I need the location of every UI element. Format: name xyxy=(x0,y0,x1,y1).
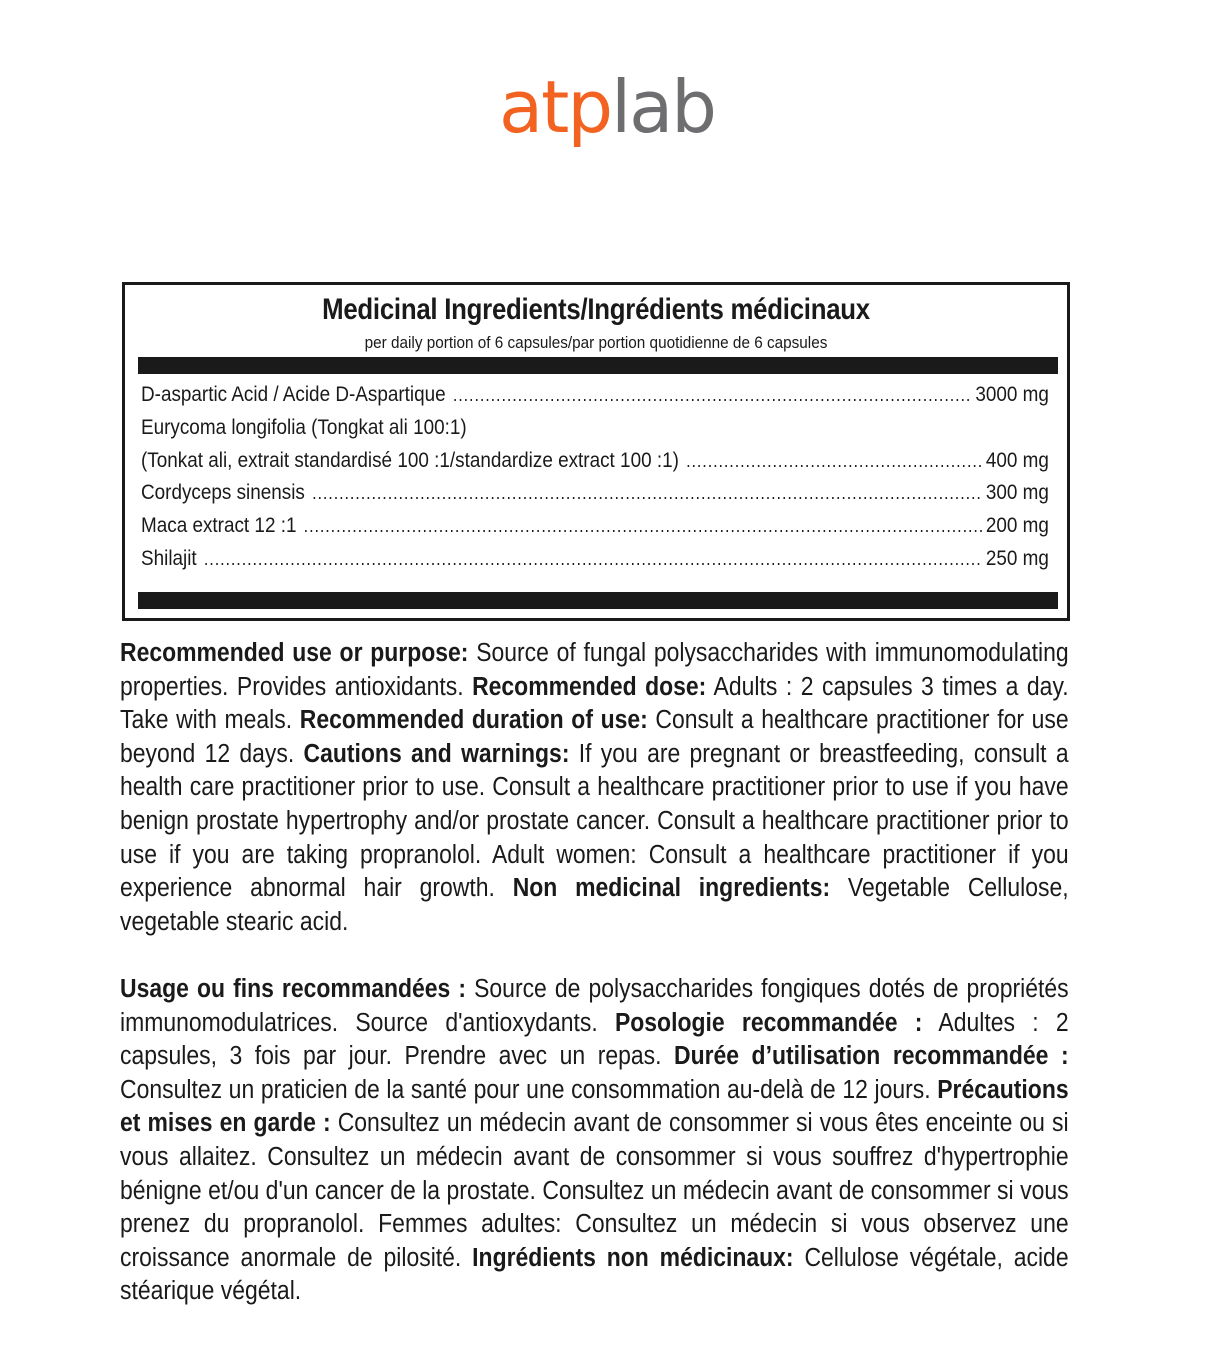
ingredient-row xyxy=(141,481,1049,514)
ingredient-name: Maca extract 12 :1 xyxy=(141,514,297,538)
leader-dots xyxy=(204,549,982,570)
cautions-label: Cautions and warnings: xyxy=(303,739,570,768)
divider-bar-top xyxy=(138,357,1058,374)
leader-dots xyxy=(304,516,983,537)
ingredient-name: (Tonkat ali, extrait standardisé 100 :1/standardize extract 100 :1) xyxy=(141,448,679,472)
nonmed-text-fr: Cellulose végétale, acide stéarique végétal. xyxy=(120,1243,1069,1306)
ingredient-row xyxy=(141,449,1049,482)
dose-label-fr: Posologie recommandée : xyxy=(614,1008,923,1037)
ingredient-amount: 250 mg xyxy=(985,546,1049,570)
use-text-fr: Source de polysaccharides fongiques dotés de propriétés immunomodulatrices. Source d'antioxydants. xyxy=(120,975,1069,1037)
cautions-text: If you are pregnant or breastfeeding, consult a health care practitioner prior to use. Consult a healthcare practitioner prior to use if you have benign prostate hypertrophy and/or prostate cancer. Consult a healthcare practitioner prior to use if you are taking propranolol. Adult women: Consult a healthcare practitioner if you experience abnormal hair growth. xyxy=(120,739,1069,903)
ingredient-name: D-aspartic Acid / Acide D-Aspartique xyxy=(141,383,446,406)
medicinal-ingredients-panel xyxy=(122,282,1070,621)
panel-title: Medicinal Ingredients/Ingrédients médicinaux xyxy=(322,293,870,326)
ingredient-row xyxy=(141,383,1049,416)
duration-label: Recommended duration of use: xyxy=(299,706,648,735)
ingredient-name: Cordyceps sinensis xyxy=(141,481,305,505)
ingredient-amount: 3000 mg xyxy=(975,383,1049,406)
duration-text: Consult a healthcare practitioner for use beyond 12 days. xyxy=(120,706,1069,768)
cautions-text-fr: Consultez un médecin avant de consommer si vous êtes enceinte ou si vous allaitez. Consultez un médecin avant de consommer si vous souffrez d'hypertrophie bénigne et/ou d'un cancer de la prostate. Consultez un médecin avant de consommer si vous prenez du propranolol. Femmes adultes: Consultez un médecin si vous observez une croissance anormale de pilosité. xyxy=(120,1109,1069,1272)
cautions-label-fr: Précautions et mises en garde : xyxy=(120,1075,1069,1138)
nonmed-label-fr: Ingrédients non médicinaux: xyxy=(472,1243,794,1272)
ingredient-row xyxy=(141,416,1049,449)
divider-bar-bottom xyxy=(138,592,1058,609)
english-directions xyxy=(120,637,1069,939)
use-label: Recommended use or purpose: xyxy=(120,639,469,667)
ingredient-row xyxy=(141,514,1049,547)
leader-dots xyxy=(453,385,972,406)
ingredient-row xyxy=(141,547,1049,580)
ingredient-amount: 400 mg xyxy=(985,448,1049,472)
french-directions xyxy=(120,973,1069,1309)
brand-logo xyxy=(0,62,1214,152)
use-label-fr: Usage ou fins recommandées : xyxy=(120,975,467,1003)
ingredient-amount: 300 mg xyxy=(985,481,1049,505)
logo-part-atp: atp xyxy=(499,65,612,149)
nonmed-label: Non medicinal ingredients: xyxy=(512,874,831,903)
ingredient-name: Shilajit xyxy=(141,546,197,570)
dose-text: Adults : 2 capsules 3 times a day. Take with meals. xyxy=(120,672,1069,735)
duration-label-fr: Durée d’utilisation recommandée : xyxy=(673,1042,1069,1071)
ingredient-name: Eurycoma longifolia (Tongkat ali 100:1) xyxy=(141,415,467,439)
dose-label: Recommended dose: xyxy=(472,672,707,701)
logo-part-lab: lab xyxy=(611,65,715,149)
use-text: Source of fungal polysaccharides with immunomodulating properties. Provides antioxidants. xyxy=(120,639,1069,701)
nonmed-text: Vegetable Cellulose, vegetable stearic acid. xyxy=(120,874,1069,936)
panel-subtitle: per daily portion of 6 capsules/par portion quotidienne de 6 capsules xyxy=(364,333,828,352)
leader-dots xyxy=(686,451,982,472)
leader-dots xyxy=(312,483,982,504)
ingredient-list xyxy=(141,383,1049,580)
dose-text-fr: Adultes : 2 capsules, 3 fois par jour. Prendre avec un repas. xyxy=(120,1008,1069,1071)
duration-text-fr: Consultez un praticien de la santé pour une consommation au-delà de 12 jours. xyxy=(120,1075,938,1104)
ingredient-amount: 200 mg xyxy=(985,514,1049,538)
